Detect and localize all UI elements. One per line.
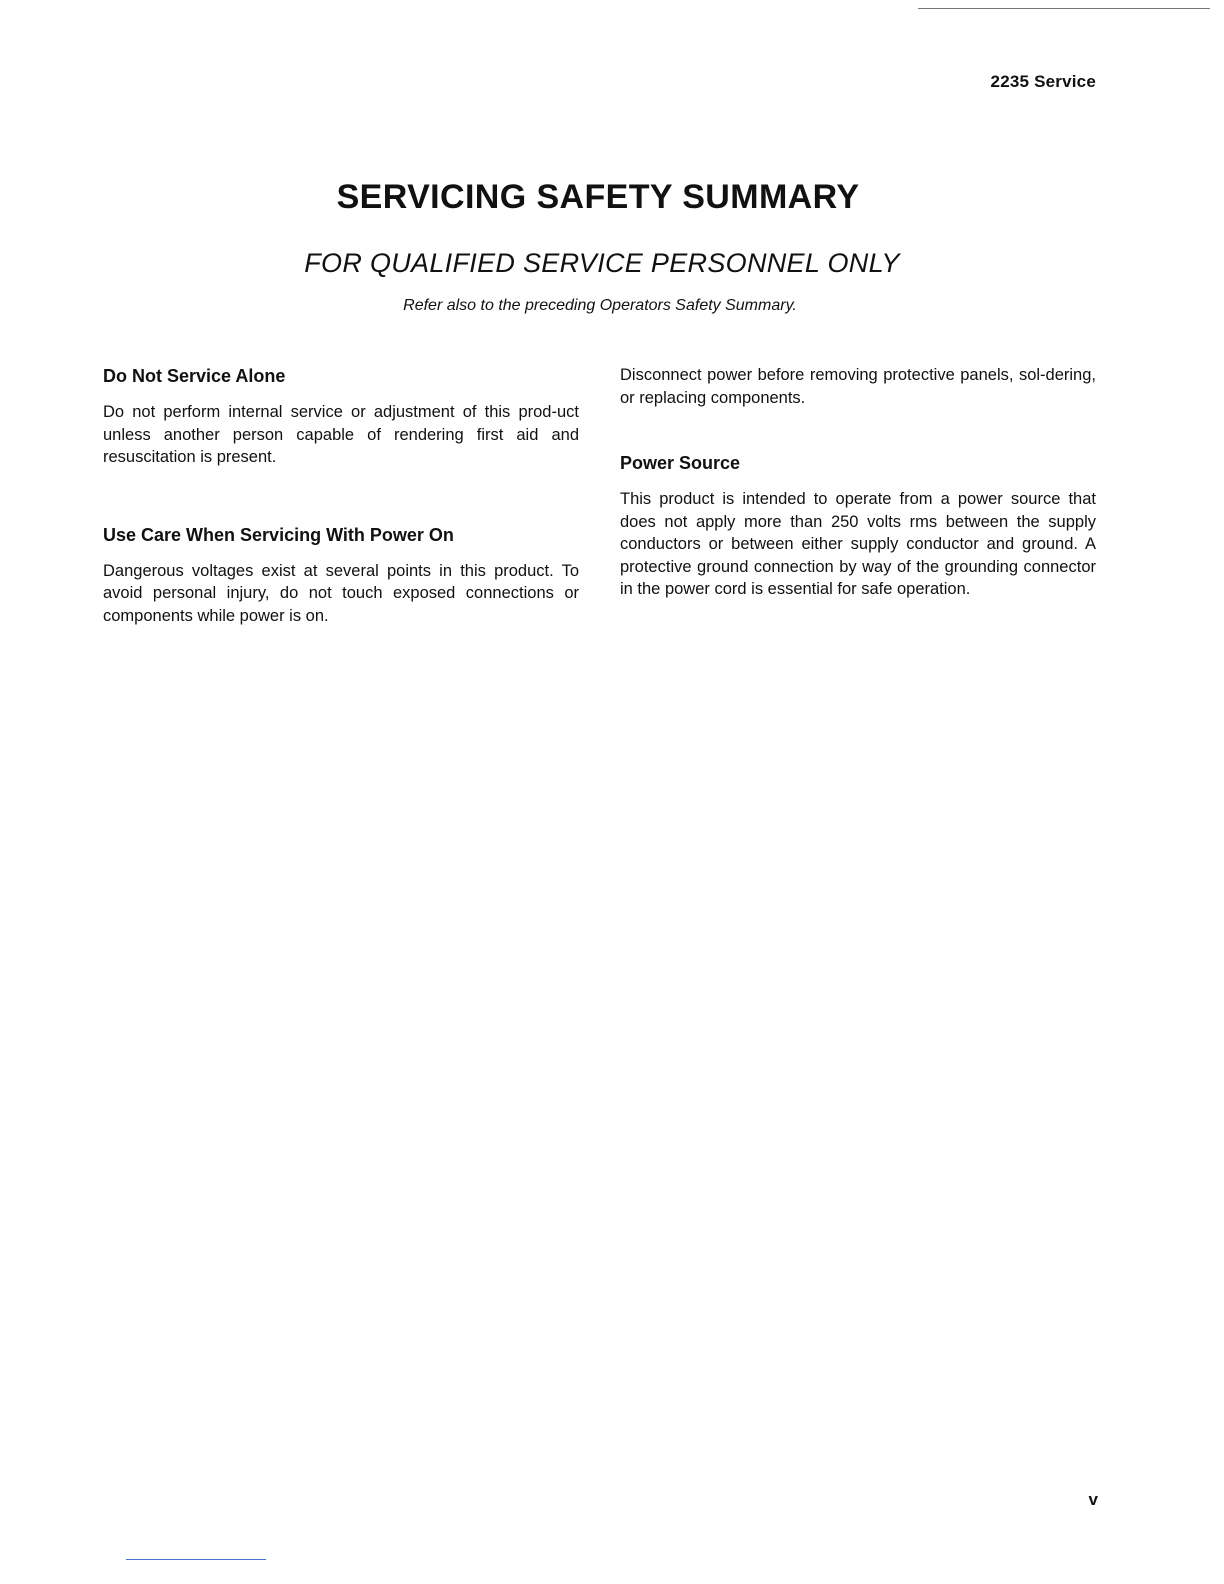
- page-number: v: [1088, 1490, 1098, 1509]
- section-heading: Use Care When Servicing With Power On: [103, 524, 454, 545]
- section-body: Dangerous voltages exist at several points in this product. To avoid personal injury, do not touch exposed connections or components while power is on.: [103, 561, 579, 625]
- disconnect-power-paragraph: Disconnect power before removing protective panels, sol-dering, or replacing components.: [620, 366, 1096, 407]
- page-title: SERVICING SAFETY SUMMARY: [336, 178, 860, 216]
- section-body: This product is intended to operate from a power source that does not apply more than 250 volts rms between the supply conductors or between either supply conductor and ground. A protective ground connection by way of the grounding connector in the power cord is essential for safe operation.: [620, 490, 1096, 598]
- section-do-not-service-alone: [103, 364, 579, 469]
- page-subtitle: FOR QUALIFIED SERVICE PERSONNEL ONLY: [304, 248, 900, 278]
- section-power-source: [620, 451, 1096, 601]
- section-body: Do not perform internal service or adjustment of this prod-uct unless another person capable of rendering first aid and resuscitation is present.: [103, 403, 579, 466]
- section-heading: Do Not Service Alone: [103, 366, 286, 386]
- section-use-care-power-on: [103, 523, 579, 628]
- bottom-rule: [126, 1559, 266, 1560]
- running-header: 2235 Service: [990, 72, 1096, 91]
- right-column: [620, 364, 1096, 601]
- left-column: [103, 364, 579, 627]
- reference-note: Refer also to the preceding Operators Safety Summary.: [403, 297, 797, 314]
- top-rule: [918, 8, 1210, 9]
- section-heading: Power Source: [620, 453, 741, 473]
